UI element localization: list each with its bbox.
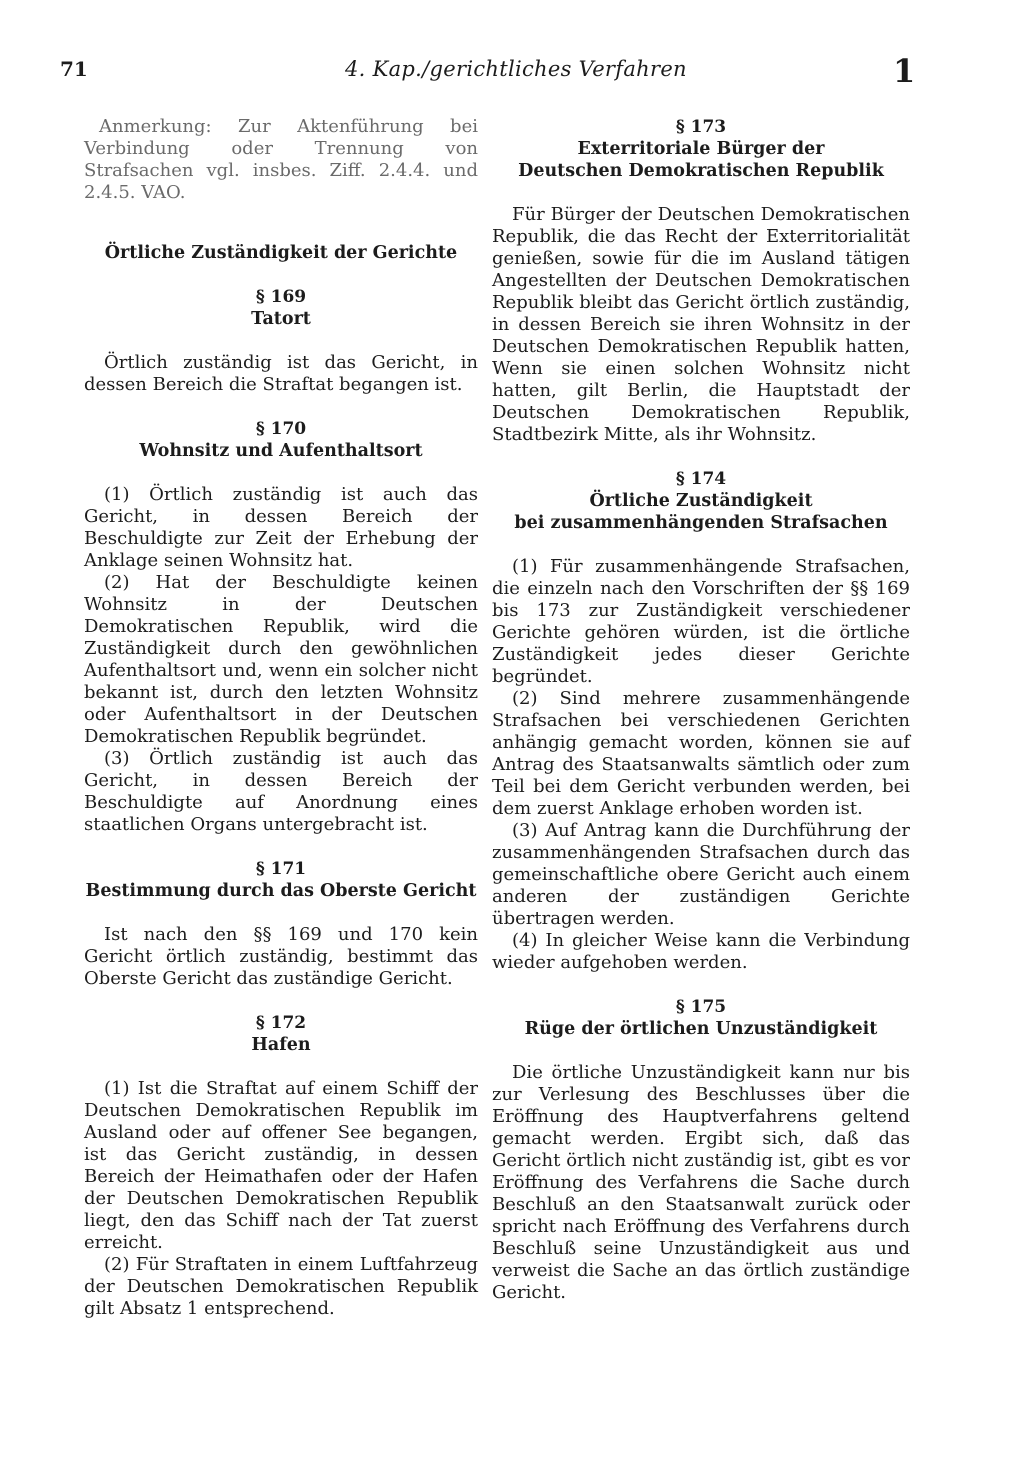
section-175-paragraph: Die örtliche Unzuständigkeit kann nur bis zur Verlesung des Beschlusses über die Eröffnung des Hauptverfahrens geltend gemacht werden. Ergibt sich, daß das Gericht örtlich nicht zuständig ist, gibt es vor Eröffnung des Verfahrens die Sache durch Beschluß an den Staatsanwalt zurück oder spricht nach Eröffnung des Verfahrens durch Beschluß seine Unzuständigkeit aus und verweist die Sache an das örtlich zuständige Gericht. xyxy=(492,1062,910,1303)
section-173-title-line-1: Exterritoriale Bürger der xyxy=(577,139,825,159)
section-174-paragraph-3: (3) Auf Antrag kann die Durchführung der zusammenhängenden Strafsachen durch das gemeinschaftliche obere Gericht auch einem anderen der zuständigen Gerichte übertragen werden. xyxy=(492,820,910,929)
section-169-number: § 169 xyxy=(255,287,307,307)
annotation-note: Anmerkung: Zur Aktenführung bei Verbindung oder Trennung von Strafsachen vgl. insbes. Ziff. 2.4.4. und 2.4.5. VAO. xyxy=(84,116,478,203)
section-169-paragraph: Örtlich zuständig ist das Gericht, in dessen Bereich die Straftat begangen ist. xyxy=(84,352,478,395)
section-172-paragraph-2: (2) Für Straftaten in einem Luftfahrzeug der Deutschen Demokratischen Republik gilt Absatz 1 entsprechend. xyxy=(84,1254,478,1319)
section-172-number: § 172 xyxy=(255,1013,307,1033)
section-171-title: Bestimmung durch das Oberste Gericht xyxy=(85,881,477,901)
section-170-paragraph-2: (2) Hat der Beschuldigte keinen Wohnsitz in der Deutschen Demokratischen Republik, wird die Zuständigkeit durch den gewöhnlichen Aufenthaltsort und, wenn ein solcher nicht bekannt ist, durch den letzten Wohnsitz oder Aufenthaltsort in der Deutschen Demokratischen Republik begründet. xyxy=(84,572,478,747)
running-title: 4. Kap./gerichtliches Verfahren xyxy=(345,57,687,81)
section-170-paragraph-1: (1) Örtlich zuständig ist auch das Gericht, in dessen Bereich der Beschuldigte zur Zeit der Erhebung der Anklage seinen Wohnsitz hat. xyxy=(84,484,478,571)
section-172-paragraph-1: (1) Ist die Straftat auf einem Schiff der Deutschen Demokratischen Republik im Ausland oder auf offener See begangen, ist das Gericht zuständig, in dessen Bereich der Heimathafen oder der Hafen der Deutschen Demokratischen Republik liegt, den das Schiff nach der Tat zuerst erreicht. xyxy=(84,1078,478,1253)
section-173-number: § 173 xyxy=(675,117,727,137)
section-174-title-line-2: bei zusammenhängenden Strafsachen xyxy=(514,513,888,533)
section-171-number: § 171 xyxy=(255,859,307,879)
section-175-title: Rüge der örtlichen Unzuständigkeit xyxy=(524,1019,878,1039)
section-174-title-line-1: Örtliche Zuständigkeit xyxy=(589,491,813,511)
main-heading: Örtliche Zuständigkeit der Gerichte xyxy=(104,243,458,263)
section-170-paragraph-3: (3) Örtlich zuständig ist auch das Gericht, in dessen Bereich der Beschuldigte auf Anordnung eines staatlichen Organs untergebracht ist. xyxy=(84,748,478,835)
right-column xyxy=(492,116,910,1304)
page-number: 71 xyxy=(60,57,88,81)
section-170-number: § 170 xyxy=(255,419,307,439)
chapter-mark: 1 xyxy=(893,52,916,90)
section-175-number: § 175 xyxy=(675,997,727,1017)
section-174-paragraph-2: (2) Sind mehrere zusammenhängende Strafsachen bei verschiedenen Gerichten anhängig gemacht worden, können sie auf Antrag des Staatsanwalts sämtlich oder zum Teil bei dem Gericht verbunden werden, bei dem zuerst Anklage erhoben worden ist. xyxy=(492,688,910,819)
section-170-title: Wohnsitz und Aufenthaltsort xyxy=(139,441,423,461)
section-171-paragraph: Ist nach den §§ 169 und 170 kein Gericht örtlich zuständig, bestimmt das Oberste Gericht das zuständige Gericht. xyxy=(84,924,478,989)
section-169-title: Tatort xyxy=(251,309,311,329)
section-174-paragraph-1: (1) Für zusammenhängende Strafsachen, die einzeln nach den Vorschriften der §§ 169 bis 173 zur Zuständigkeit verschiedener Gerichte gehören würden, ist die örtliche Zuständigkeit jedes dieser Gerichte begründet. xyxy=(492,556,910,687)
left-column xyxy=(84,116,478,1320)
section-174-number: § 174 xyxy=(675,469,727,489)
section-172-title: Hafen xyxy=(251,1035,311,1055)
section-173-paragraph: Für Bürger der Deutschen Demokratischen Republik, die das Recht der Exterritorialität genießen, sowie für die im Ausland tätigen Angestellten der Deutschen Demokratischen Republik bleibt das Gericht örtlich zuständig, in dessen Bereich sie ihren Wohnsitz in der Deutschen Demokratischen Republik hatten, Wenn sie einen solchen Wohnsitz nicht hatten, gilt Berlin, die Hauptstadt der Deutschen Demokratischen Republik, Stadtbezirk Mitte, als ihr Wohnsitz. xyxy=(492,204,910,445)
section-174-paragraph-4: (4) In gleicher Weise kann die Verbindung wieder aufgehoben werden. xyxy=(492,930,910,973)
section-173-title-line-2: Deutschen Demokratischen Republik xyxy=(518,161,884,181)
